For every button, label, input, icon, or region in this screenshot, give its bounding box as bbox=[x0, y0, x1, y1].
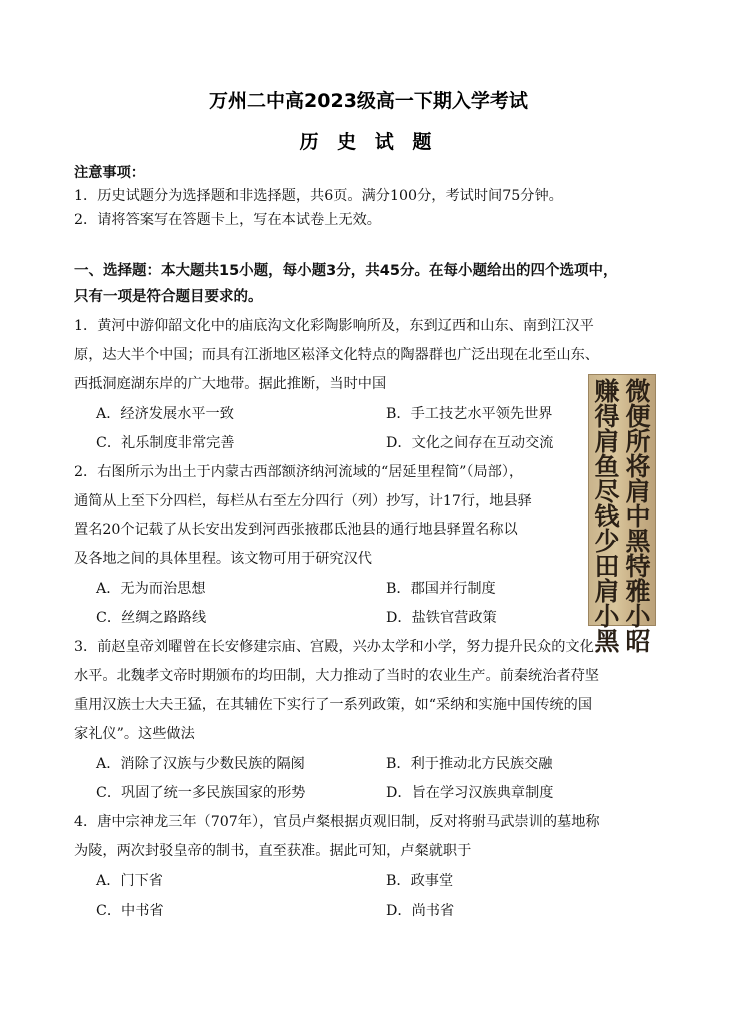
question-2-option-a[interactable]: A．无为而治思想 bbox=[96, 581, 206, 597]
question-1-option-b[interactable]: B．手工技艺水平领先世界 bbox=[386, 406, 553, 422]
question-3-line: 家礼仪”。这些做法 bbox=[74, 726, 195, 742]
question-2-line: 通简从上至下分四栏，每栏从右至左分四行（列）抄写，计17行，地县驿 bbox=[74, 493, 532, 509]
question-3-option-b[interactable]: B．利于推动北方民族交融 bbox=[386, 756, 553, 772]
question-4-option-d[interactable]: D．尚书省 bbox=[386, 903, 455, 919]
notes-heading: 注意事项： bbox=[74, 165, 145, 181]
question-1-line: 1．黄河中游仰韶文化中的庙底沟文化彩陶影响所及，东到辽西和山东、南到江汉平 bbox=[74, 318, 594, 334]
question-2-line: 置名20个记载了从长安出发到河西张掖郡氐池县的通行地县驿置名称以 bbox=[74, 522, 518, 538]
question-3-option-d[interactable]: D．旨在学习汉族典章制度 bbox=[386, 785, 554, 801]
question-4-line: 4．唐中宗神龙三年（707年），官员卢粲根据贞观旧制，反对将驸马武崇训的墓地称 bbox=[74, 814, 600, 830]
question-4-option-c[interactable]: C．中书省 bbox=[96, 903, 164, 919]
question-2-option-d[interactable]: D．盐铁官营政策 bbox=[386, 610, 497, 626]
question-3-line: 重用汉族士大夫王猛，在其辅佐下实行了一系列政策，如“采纳和实施中国传统的国 bbox=[74, 697, 593, 713]
question-2-line: 及各地之间的具体里程。该文物可用于研究汉代 bbox=[74, 551, 372, 567]
juyan-slip-image bbox=[588, 374, 656, 656]
question-1-line: 原，达大半个中国；而具有江浙地区崧泽文化特点的陶器群也广泛出现在北至山东、 bbox=[74, 347, 599, 363]
question-3-line: 水平。北魏孝文帝时期颁布的均田制，大力推动了当时的农业生产。前秦统治者苻坚 bbox=[74, 668, 599, 684]
exam-title: 万州二中高2023级高一下期入学考试 bbox=[209, 90, 528, 112]
question-3-option-c[interactable]: C．巩固了统一多民族国家的形势 bbox=[96, 785, 306, 801]
question-3-line: 3．前赵皇帝刘曜曾在长安修建宗庙、宫殿，兴办太学和小学，努力提升民众的文化 bbox=[74, 639, 594, 655]
notes-item: 1．历史试题分为选择题和非选择题，共6页。满分100分，考试时间75分钟。 bbox=[74, 188, 563, 204]
question-2-option-b[interactable]: B．郡国并行制度 bbox=[386, 581, 496, 597]
section-heading: 一、选择题：本大题共15小题，每小题3分，共45分。在每小题给出的四个选项中， bbox=[74, 263, 618, 279]
notes-item: 2．请将答案写在答题卡上，写在本试卷上无效。 bbox=[74, 212, 381, 228]
slip-text-column: 赚得肩鱼尽钱少田肩小黑 bbox=[594, 377, 620, 656]
question-1-option-d[interactable]: D．文化之间存在互动交流 bbox=[386, 435, 554, 451]
question-4-line: 为陵，两次封驳皇帝的制书，直至获准。据此可知，卢粲就职于 bbox=[74, 843, 472, 859]
question-4-option-a[interactable]: A．门下省 bbox=[96, 873, 163, 889]
subject-title: 历 史 试 题 bbox=[299, 131, 438, 153]
slip-text-column: 微便所将肩中黑特雅小昭 bbox=[625, 377, 651, 656]
question-4-option-b[interactable]: B．政事堂 bbox=[386, 873, 454, 889]
question-3-option-a[interactable]: A．消除了汉族与少数民族的隔阂 bbox=[96, 756, 305, 772]
question-1-option-a[interactable]: A．经济发展水平一致 bbox=[96, 406, 234, 422]
question-2-line: 2．右图所示为出土于内蒙古西部额济纳河流域的“居延里程简”（局部）， bbox=[74, 464, 524, 480]
question-1-line: 西抵洞庭湖东岸的广大地带。据此推断，当时中国 bbox=[74, 376, 387, 392]
question-1-option-c[interactable]: C．礼乐制度非常完善 bbox=[96, 435, 235, 451]
question-2-option-c[interactable]: C．丝绸之路路线 bbox=[96, 610, 207, 626]
section-heading-cont: 只有一项是符合题目要求的。 bbox=[74, 289, 263, 305]
